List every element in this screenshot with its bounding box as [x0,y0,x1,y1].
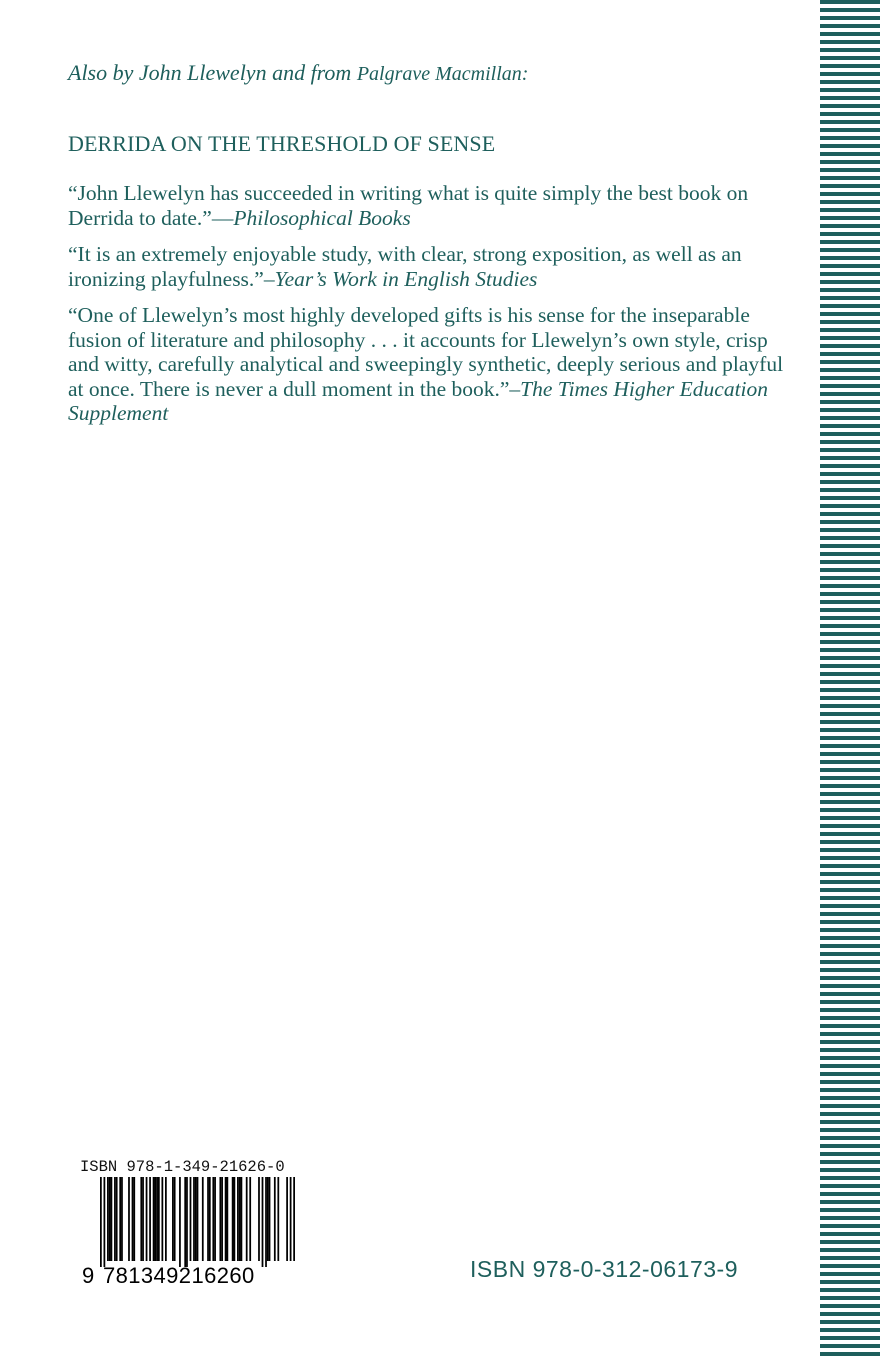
barcode-bar [212,1177,214,1261]
barcode-bar [232,1177,234,1261]
barcode-bar [154,1177,156,1261]
barcode-bar [197,1177,199,1261]
quote-source: The Times Higher Education Supplement [68,376,769,425]
barcode-bar [262,1177,264,1267]
barcode-bar [140,1177,142,1261]
quote-source: Year’s Work in English Studies [274,266,538,291]
barcode-bar [249,1177,251,1261]
barcode-bar [265,1177,267,1267]
barcode-bar [202,1177,204,1261]
barcode-bar [107,1177,109,1261]
barcode-bar [277,1177,279,1261]
barcode-bar [149,1177,151,1261]
barcode-bar [172,1177,174,1261]
barcode-bar [153,1177,155,1261]
barcode [100,1177,295,1267]
barcode-bar [234,1177,236,1261]
barcode-bar [209,1177,211,1261]
barcode-bar [221,1177,223,1261]
barcode-lead-digit: 9 [82,1263,95,1288]
barcode-bar [258,1177,260,1261]
barcode-bar [158,1177,160,1261]
barcode-bar [219,1177,221,1261]
barcode-bar [165,1177,167,1261]
barcode-bar [132,1177,134,1261]
barcode-bar [274,1177,276,1261]
barcode-bar [207,1177,209,1261]
isbn-number: ISBN 978-0-312-06173-9 [470,1256,738,1282]
barcode-bar [142,1177,144,1261]
barcode-bar [156,1177,158,1261]
barcode-bar [190,1177,192,1261]
review-quote-2 [68,242,798,291]
barcode-bar [241,1177,243,1261]
review-quote-3 [68,303,798,426]
barcode-bar [121,1177,123,1261]
quote-text: “John Llewelyn has succeeded in writing what is quite simply the best book on Derrida to date.”— [68,181,749,230]
barcode-bar [225,1177,227,1261]
barcode-bar [128,1177,130,1261]
barcode-bar [109,1177,111,1261]
also-by-heading [68,60,528,86]
also-by-publisher: Palgrave Macmillan: [356,63,529,85]
barcode-bar [237,1177,239,1261]
barcode-bar [133,1177,135,1261]
barcode-bar [116,1177,118,1261]
barcode-bar [146,1177,148,1261]
barcode-bar [111,1177,113,1261]
review-quote-1 [68,181,798,230]
barcode-bar [174,1177,176,1261]
barcode-bar [195,1177,197,1261]
barcode-bar [184,1177,186,1267]
barcode-bar [290,1177,292,1261]
barcode-bar [104,1177,106,1267]
barcode-bar [193,1177,195,1261]
barcode-bar [214,1177,216,1261]
barcode-bar [119,1177,121,1261]
barcode-bar [239,1177,241,1261]
also-by-lead: Also by John Llewelyn and from [68,60,352,85]
barcode-bar [226,1177,228,1261]
barcode-bar [269,1177,271,1261]
quote-text: “It is an extremely enjoyable study, with clear, strong exposition, as well as an ironizing playfulness.”– [68,242,742,291]
quote-source: Philosophical Books [233,205,411,230]
barcode-isbn-label: ISBN 978-1-349-21626-0 [80,1158,285,1176]
barcode-bar [114,1177,116,1261]
barcode-bar [286,1177,288,1261]
barcode-bar [293,1177,295,1261]
barcode-bar [100,1177,102,1267]
barcode-bar [161,1177,163,1261]
book-title: DERRIDA ON THE THRESHOLD OF SENSE [68,131,496,156]
barcode-bar [186,1177,188,1267]
barcode-bar [246,1177,248,1261]
barcode-digits: 781349216260 [103,1263,255,1288]
spine-stripes [820,0,880,1360]
barcode-bar [179,1177,181,1267]
barcode-bar [267,1177,269,1261]
quote-text: “One of Llewelyn’s most highly developed gifts is his sense for the inseparable fusion of literature and philosophy . . . it accounts for Llewelyn’s own style, crisp and witty, carefully analytical and sweepingly synthetic, deeply serious and playful at once. There is never a dull moment in the book.”– [68,303,784,401]
